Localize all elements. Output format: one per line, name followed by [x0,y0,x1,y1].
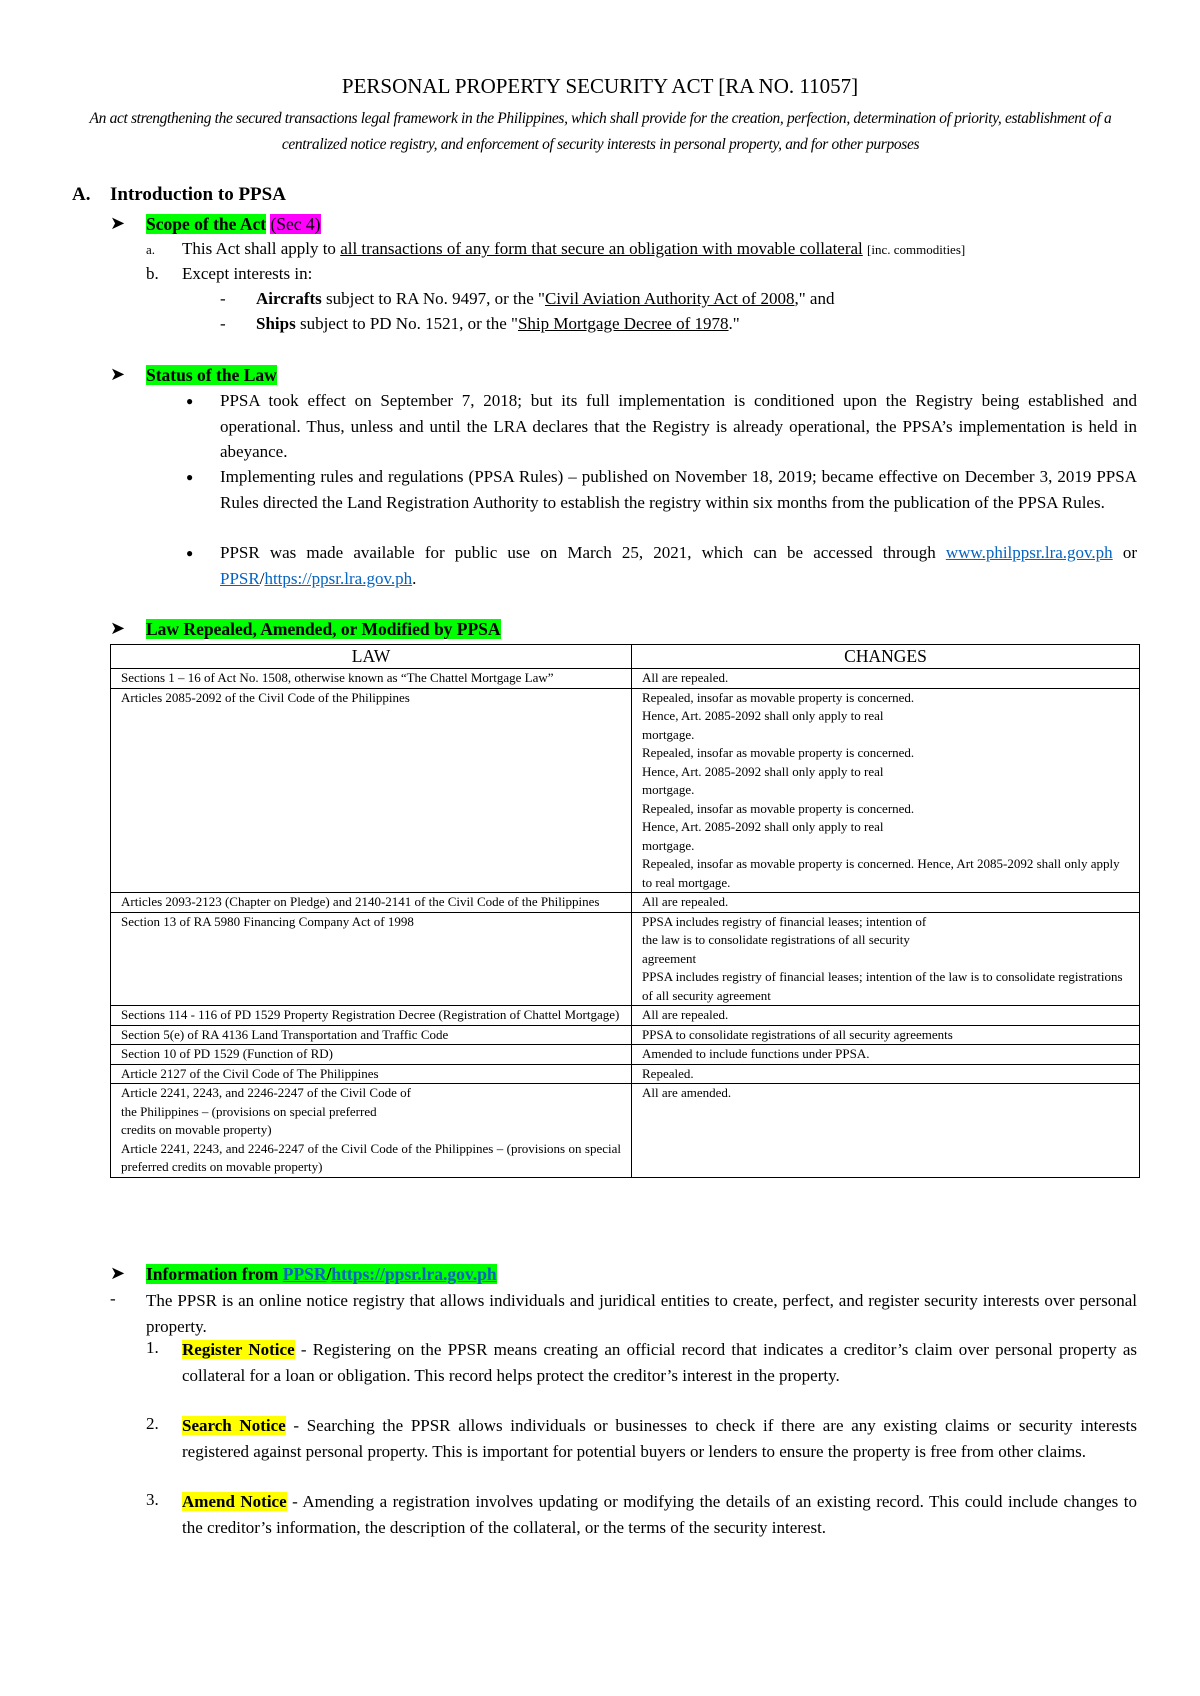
changes-cell-text: All are repealed. [642,1007,729,1022]
info-heading-prefix: Information from [146,1264,283,1284]
bullet-dot-icon: ● [186,394,194,408]
changes-cell-text: Repealed, insofar as movable property is concerned. [642,689,915,705]
changes-cell [632,669,1140,689]
table-row [111,1084,1140,1178]
changes-cell [632,1064,1140,1084]
law-cell [111,1084,632,1178]
arrow-bullet-icon: ➤ [110,213,126,233]
law-cell-text: Section 10 of PD 1529 (Function of RD) [121,1046,333,1061]
law-table-heading-label: Law Repealed, Amended, or Modified by PPSA [146,619,501,639]
changes-cell [632,1045,1140,1065]
changes-cell-text: PPSA to consolidate registrations of all security agreements [642,1026,953,1042]
changes-cell-text: Hence, Art. 2085-2092 shall only apply to real [642,819,884,834]
table-row [111,669,1140,689]
changes-cell [632,912,1140,1006]
table-row [111,1006,1140,1026]
law-cell-text: Section 5(e) of RA 4136 Land Transportation and Traffic Code [121,1026,449,1042]
changes-cell [632,1084,1140,1178]
scope-heading-label: Scope of the Act [146,214,267,234]
changes-cell-text: PPSA includes registry of financial leases; intention of the law is to consolidate registrations of all security agreement [642,969,1123,1003]
law-cell-text: Article 2127 of the Civil Code of The Philippines [121,1065,379,1081]
changes-cell-text: agreement [642,950,697,966]
table-row [111,1045,1140,1065]
law-table-heading [110,618,501,640]
exception-mid: subject to RA No. 9497, or the " [321,289,545,308]
info-ppsr-link[interactable]: PPSR [282,1264,327,1284]
changes-cell-text: mortgage. [642,782,695,797]
law-cell-text: the Philippines – (provisions on special preferred [121,1103,377,1119]
column-header-changes: CHANGES [632,645,1140,669]
amend-notice-text: - Amending a registration involves updating or modifying the details of an existing record. This could include changes to the creditor’s information, the description of the collateral, or the terms of the security interest. [182,1492,1137,1537]
document-subtitle: An act strengthening the secured transactions legal framework in the Philippines, which shall provide for the creation, perfection, determination of priority, establishment of a centralized notice registry, and enforcement of security interests in personal property, and for other purposes [89,110,1112,153]
document-title: PERSONAL PROPERTY SECURITY ACT [RA NO. 11057] [341,74,859,98]
scope-item-a-note: [inc. commodities] [867,242,966,257]
law-cell-text: credits on movable property) [121,1122,272,1137]
scope-item-a-underlined: all transactions of any form that secure an obligation with movable collateral [340,239,863,258]
changes-cell-text: All are amended. [642,1085,732,1100]
arrow-bullet-icon: ➤ [110,364,126,384]
changes-cell [632,893,1140,913]
table-row [111,1025,1140,1045]
changes-cell-text: Repealed, insofar as movable property is concerned. [642,745,915,760]
amend-notice-label: Amend Notice [182,1492,287,1511]
changes-cell-text: Hence, Art. 2085-2092 shall only apply to real [642,708,884,723]
changes-cell-text: mortgage. [642,837,695,853]
table-row [111,688,1140,893]
law-cell [111,912,632,1006]
status-bullet-3 [220,540,1137,591]
search-notice-label: Search Notice [182,1416,286,1435]
law-table-body [111,669,1140,1178]
exception-dash: - [220,314,226,333]
status-bullet-3-end: . [412,568,417,588]
changes-cell-text: All are repealed. [642,670,729,685]
arrow-bullet-icon: ➤ [110,618,126,638]
law-cell [111,1025,632,1045]
exception-mid: subject to PD No. 1521, or the " [295,314,518,333]
law-cell-text: Section 13 of RA 5980 Financing Company Act of 1998 [121,913,414,929]
law-cell-text: Sections 114 - 116 of PD 1529 Property Registration Decree (Registration of Chattel Mortgage) [121,1007,620,1022]
changes-cell-text: Amended to include functions under PPSA. [642,1046,870,1061]
law-cell [111,688,632,893]
status-bullet-3-text: PPSR was made available for public use on March 25, 2021, which can be accessed through [220,543,936,562]
info-item-2 [182,1413,1137,1464]
table-row [111,893,1140,913]
ppsr-url-link[interactable]: https://ppsr.lra.gov.ph [264,568,413,588]
philppsr-link[interactable]: www.philppsr.lra.gov.ph [945,543,1113,562]
info-heading-label [146,1264,497,1284]
section-a-title: Introduction to PPSA [110,184,286,205]
status-heading [110,364,277,386]
status-bullet-1: PPSA took effect on September 7, 2018; but its full implementation is conditioned upon the Registry being established and operational. Thus, unless and until the LRA declares that the Registry is already operational, the PPSA’s implementation is held in abeyance. [220,391,1137,461]
column-header-law: LAW [111,645,632,669]
law-cell-text: Article 2241, 2243, and 2246-2247 of the Civil Code of the Philippines – (provisions on special preferred credits on movable property) [121,1140,621,1174]
info-item-1-number: 1. [146,1338,159,1357]
table-header-row [111,645,1140,669]
scope-item-a-marker: a. [146,242,156,257]
law-cell [111,1045,632,1065]
info-item-3 [182,1489,1137,1540]
status-bullet-3-or: or [1112,543,1137,562]
status-bullet-3-slash: / [259,568,265,588]
register-notice-text: - Registering on the PPSR means creating an official record that indicates a creditor’s claim over personal property as collateral for a loan or obligation. This record helps protect the creditor’s interest in the property. [182,1340,1138,1385]
scope-item-b-text: Except interests in: [182,264,313,283]
law-cell [111,893,632,913]
exception-act-name: Civil Aviation Authority Act of 2008 [544,289,795,308]
exception-bold: Ships [256,314,296,333]
law-cell-text: Article 2241, 2243, and 2246-2247 of the Civil Code of [121,1085,411,1100]
changes-cell [632,1025,1140,1045]
exception-bold: Aircrafts [256,289,322,308]
section-a-letter: A. [72,184,91,205]
exception-act-name: Ship Mortgage Decree of 1978 [517,314,729,333]
changes-cell [632,1006,1140,1026]
changes-cell-text: Hence, Art. 2085-2092 shall only apply to real [642,763,884,779]
exception-end: ." [728,314,740,333]
exception-dash: - [220,289,226,308]
bullet-dot-icon: ● [186,470,194,484]
exception-end: ," and [794,289,835,308]
changes-cell-text: All are repealed. [642,894,729,909]
register-notice-label: Register Notice [182,1340,295,1359]
info-ppsr-url-link[interactable]: https://ppsr.lra.gov.ph [331,1264,497,1284]
scope-section-ref: (Sec 4) [270,214,321,234]
section-a-heading [72,184,286,206]
arrow-bullet-icon: ➤ [110,1263,126,1283]
info-heading-slash: / [326,1264,332,1284]
search-notice-text: - Searching the PPSR allows individuals or businesses to check if there are any existing claims or security interests registered against personal property. This is important for potential buyers or lenders to ensure the property is free from other claims. [182,1416,1137,1461]
changes-cell-text: Repealed. [642,1065,694,1081]
info-item-1 [182,1337,1137,1388]
scope-item-b-marker: b. [146,264,159,283]
scope-heading [110,213,321,235]
changes-cell [632,688,1140,893]
changes-cell-text: Repealed, insofar as movable property is concerned. Hence, Art 2085-2092 shall only apply to real mortgage. [642,856,1120,890]
law-cell-text: Articles 2093-2123 (Chapter on Pledge) and 2140-2141 of the Civil Code of the Philippines [121,894,600,909]
info-heading [110,1263,497,1285]
law-cell [111,1006,632,1026]
law-cell [111,669,632,689]
ppsr-link[interactable]: PPSR [220,568,260,588]
law-cell-text: Sections 1 – 16 of Act No. 1508, otherwise known as “The Chattel Mortgage Law” [121,670,554,685]
law-cell-text: Articles 2085-2092 of the Civil Code of the Philippines [121,689,410,705]
bullet-dot-icon: ● [186,546,194,560]
info-item-3-number: 3. [146,1490,159,1509]
law-changes-table [110,644,1140,1178]
changes-cell-text: PPSA includes registry of financial leases; intention of [642,913,927,929]
status-bullet-2: Implementing rules and regulations (PPSA Rules) – published on November 18, 2019; became effective on December 3, 2019 PPSA Rules directed the Land Registration Authority to establish the registry within six months from the publication of the PPSA Rules. [220,467,1137,512]
info-intro-dash: - [110,1289,116,1308]
table-row [111,1064,1140,1084]
changes-cell-text: Repealed, insofar as movable property is concerned. [642,800,915,816]
table-row [111,912,1140,1006]
law-cell [111,1064,632,1084]
info-item-2-number: 2. [146,1414,159,1433]
status-heading-label: Status of the Law [146,365,277,385]
info-intro: The PPSR is an online notice registry that allows individuals and juridical entities to create, perfect, and register security interests over personal property. [146,1291,1137,1336]
changes-cell-text: mortgage. [642,726,695,742]
changes-cell-text: the law is to consolidate registrations of all security [642,932,910,947]
scope-item-a-prefix: This Act shall apply to [182,239,341,258]
